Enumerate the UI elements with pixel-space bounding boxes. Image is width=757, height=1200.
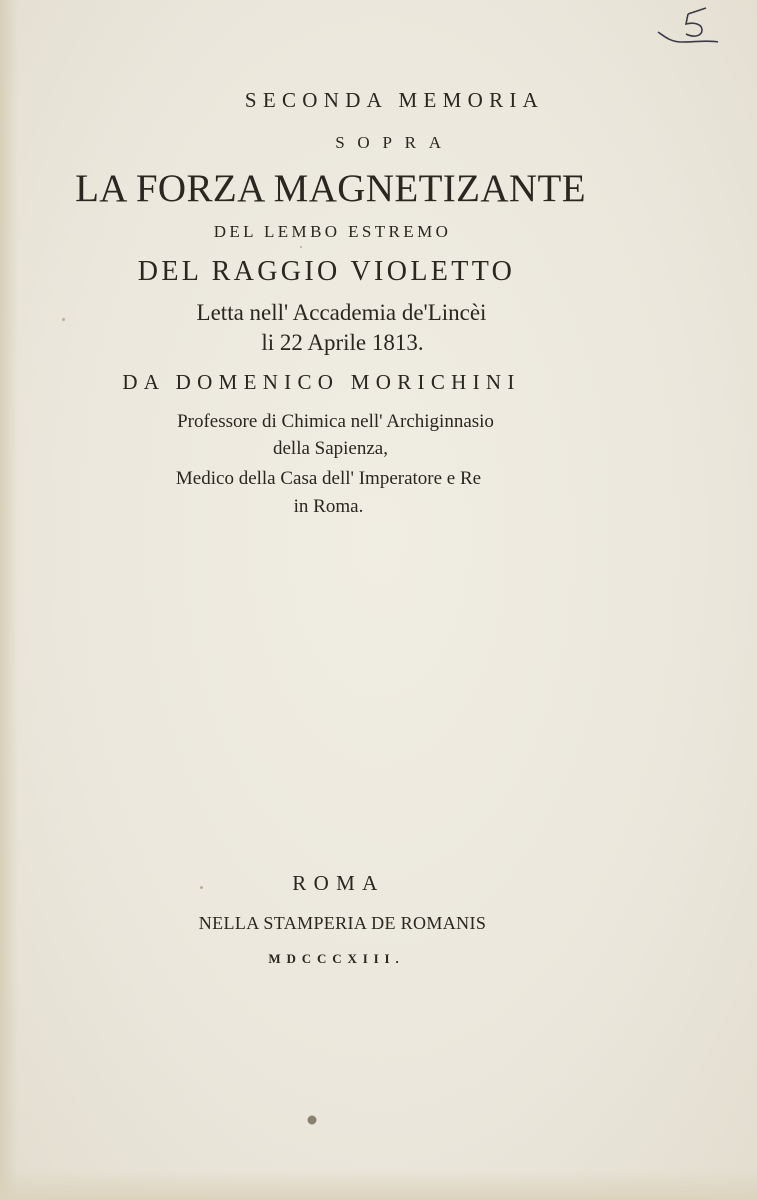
paper-speck xyxy=(62,318,65,321)
author-name: DA DOMENICO MORICHINI xyxy=(122,370,521,394)
imprint-city: ROMA xyxy=(292,871,385,895)
author-role-line-3: Medico della Casa dell' Imperatore e Re xyxy=(175,468,482,489)
subtitle-lembo-estremo: DEL LEMBO ESTREMO xyxy=(213,222,452,241)
subtitle-seconda-memoria: SECONDA MEMORIA xyxy=(244,88,545,112)
author-role-line-4: in Roma. xyxy=(293,496,364,517)
page-edge-shadow-bottom xyxy=(0,1170,757,1200)
author-role-line-2: della Sapienza, xyxy=(272,438,388,459)
ornament-dot-icon xyxy=(306,1114,318,1126)
reading-date: li 22 Aprile 1813. xyxy=(261,330,424,355)
paper-speck xyxy=(200,886,203,889)
handwritten-page-number xyxy=(648,2,728,58)
imprint-year: MDCCCXIII. xyxy=(268,951,405,966)
main-title: LA FORZA MAGNETIZANTE xyxy=(75,167,586,210)
imprint-printer: NELLA STAMPERIA DE ROMANIS xyxy=(198,913,487,933)
subtitle-sopra: SOPRA xyxy=(335,133,454,152)
subtitle-raggio-violetto: DEL RAGGIO VIOLETTO xyxy=(137,256,516,287)
author-role-line-1: Professore di Chimica nell' Archiginnasio xyxy=(177,411,494,432)
paper-speck xyxy=(300,246,302,248)
reading-venue: Letta nell' Accademia de'Lincèi xyxy=(196,300,487,325)
